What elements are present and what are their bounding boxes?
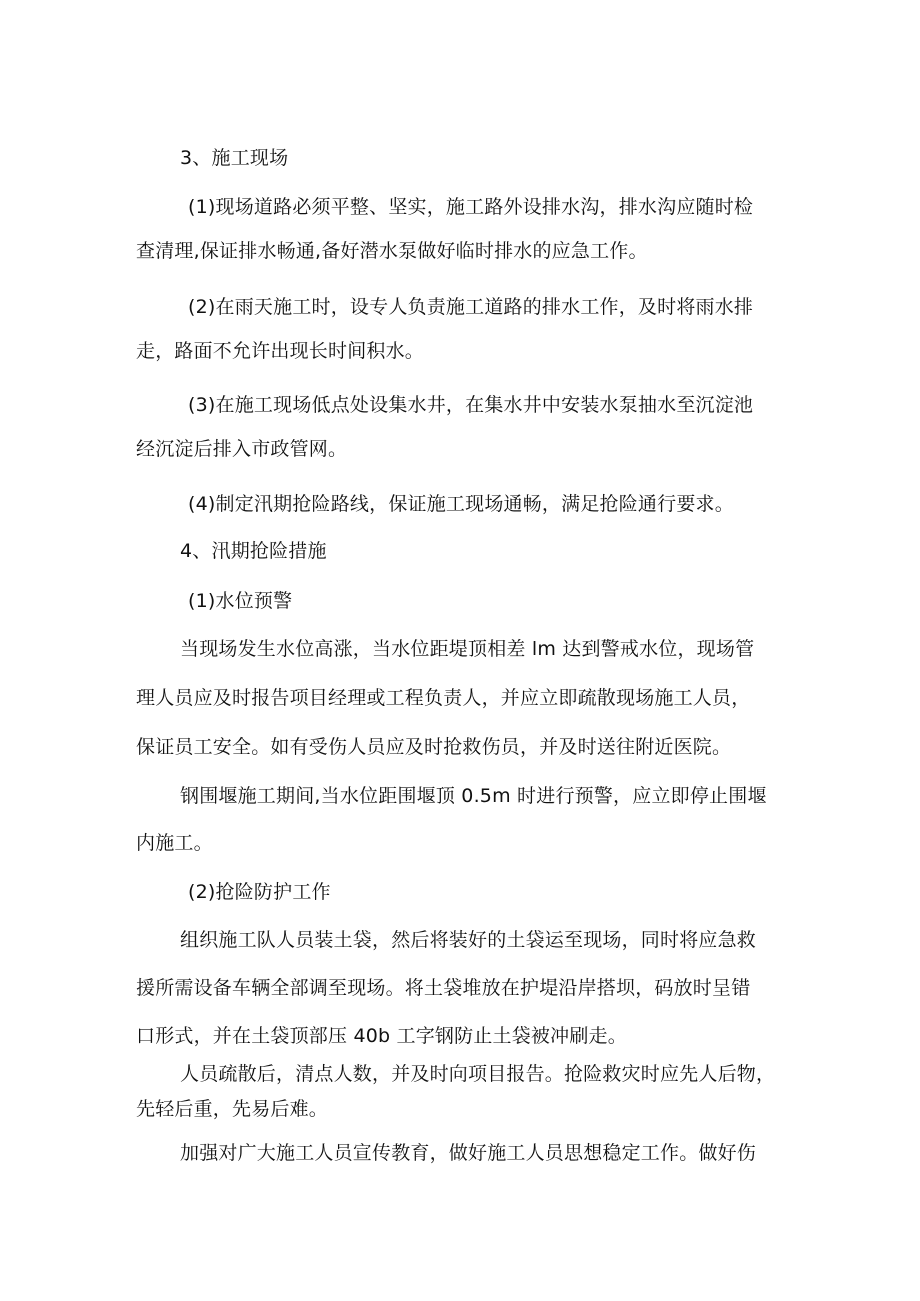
paragraph-line: 加强对广大施工人员宣传教育，做好施工人员思想稳定工作。做好伤 — [180, 1142, 757, 1164]
paragraph-line: 组织施工队人员装土袋，然后将装好的土袋运至现场，同时将应急救 — [180, 929, 757, 951]
paragraph-line: 理人员应及时报告项目经理或工程负责人，并应立即疏散现场施工人员， — [136, 687, 751, 709]
paragraph-line: 人员疏散后，清点人数，并及时向项目报告。抢险救灾时应先人后物， — [180, 1063, 776, 1085]
paragraph-line: 钢围堰施工期间,当水位距围堰顶 0.5m 时进行预警，应立即停止围堰 — [180, 785, 767, 807]
section-heading-4: 4、汛期抢险措施 — [180, 540, 327, 562]
paragraph-line: 走，路面不允许出现长时间积水。 — [136, 340, 425, 362]
paragraph-line: 查清理,保证排水畅通,备好潜水泵做好临时排水的应急工作。 — [136, 240, 648, 262]
paragraph-line: 保证员工安全。如有受伤人员应及时抢救伤员，并及时送往附近医院。 — [136, 736, 732, 758]
paragraph-line: (4)制定汛期抢险路线，保证施工现场通畅，满足抢险通行要求。 — [188, 493, 734, 515]
paragraph-line: (3)在施工现场低点处设集水井，在集水井中安装水泵抽水至沉淀池 — [188, 394, 754, 416]
paragraph-line: 先轻后重，先易后难。 — [136, 1098, 329, 1120]
subheading-water-level: (1)水位预警 — [188, 590, 293, 612]
section-heading-3: 3、施工现场 — [180, 147, 289, 169]
paragraph-line: 援所需设备车辆全部调至现场。将土袋堆放在护堤沿岸搭坝，码放时呈错 — [136, 977, 751, 999]
paragraph-line: 当现场发生水位高涨，当水位距堤顶相差 lm 达到警戒水位，现场管 — [180, 638, 755, 660]
paragraph-line: (2)在雨天施工时，设专人负责施工道路的排水工作，及时将雨水排 — [188, 296, 754, 318]
paragraph-line: 经沉淀后排入市政管网。 — [136, 438, 348, 460]
paragraph-line: (1)现场道路必须平整、坚实，施工路外设排水沟，排水沟应随时检 — [188, 196, 754, 218]
paragraph-line: 口形式，并在土袋顶部压 40b 工字钢防止土袋被冲刷走。 — [136, 1025, 627, 1047]
subheading-protection-work: (2)抢险防护工作 — [188, 881, 331, 903]
paragraph-line: 内施工。 — [136, 832, 213, 854]
